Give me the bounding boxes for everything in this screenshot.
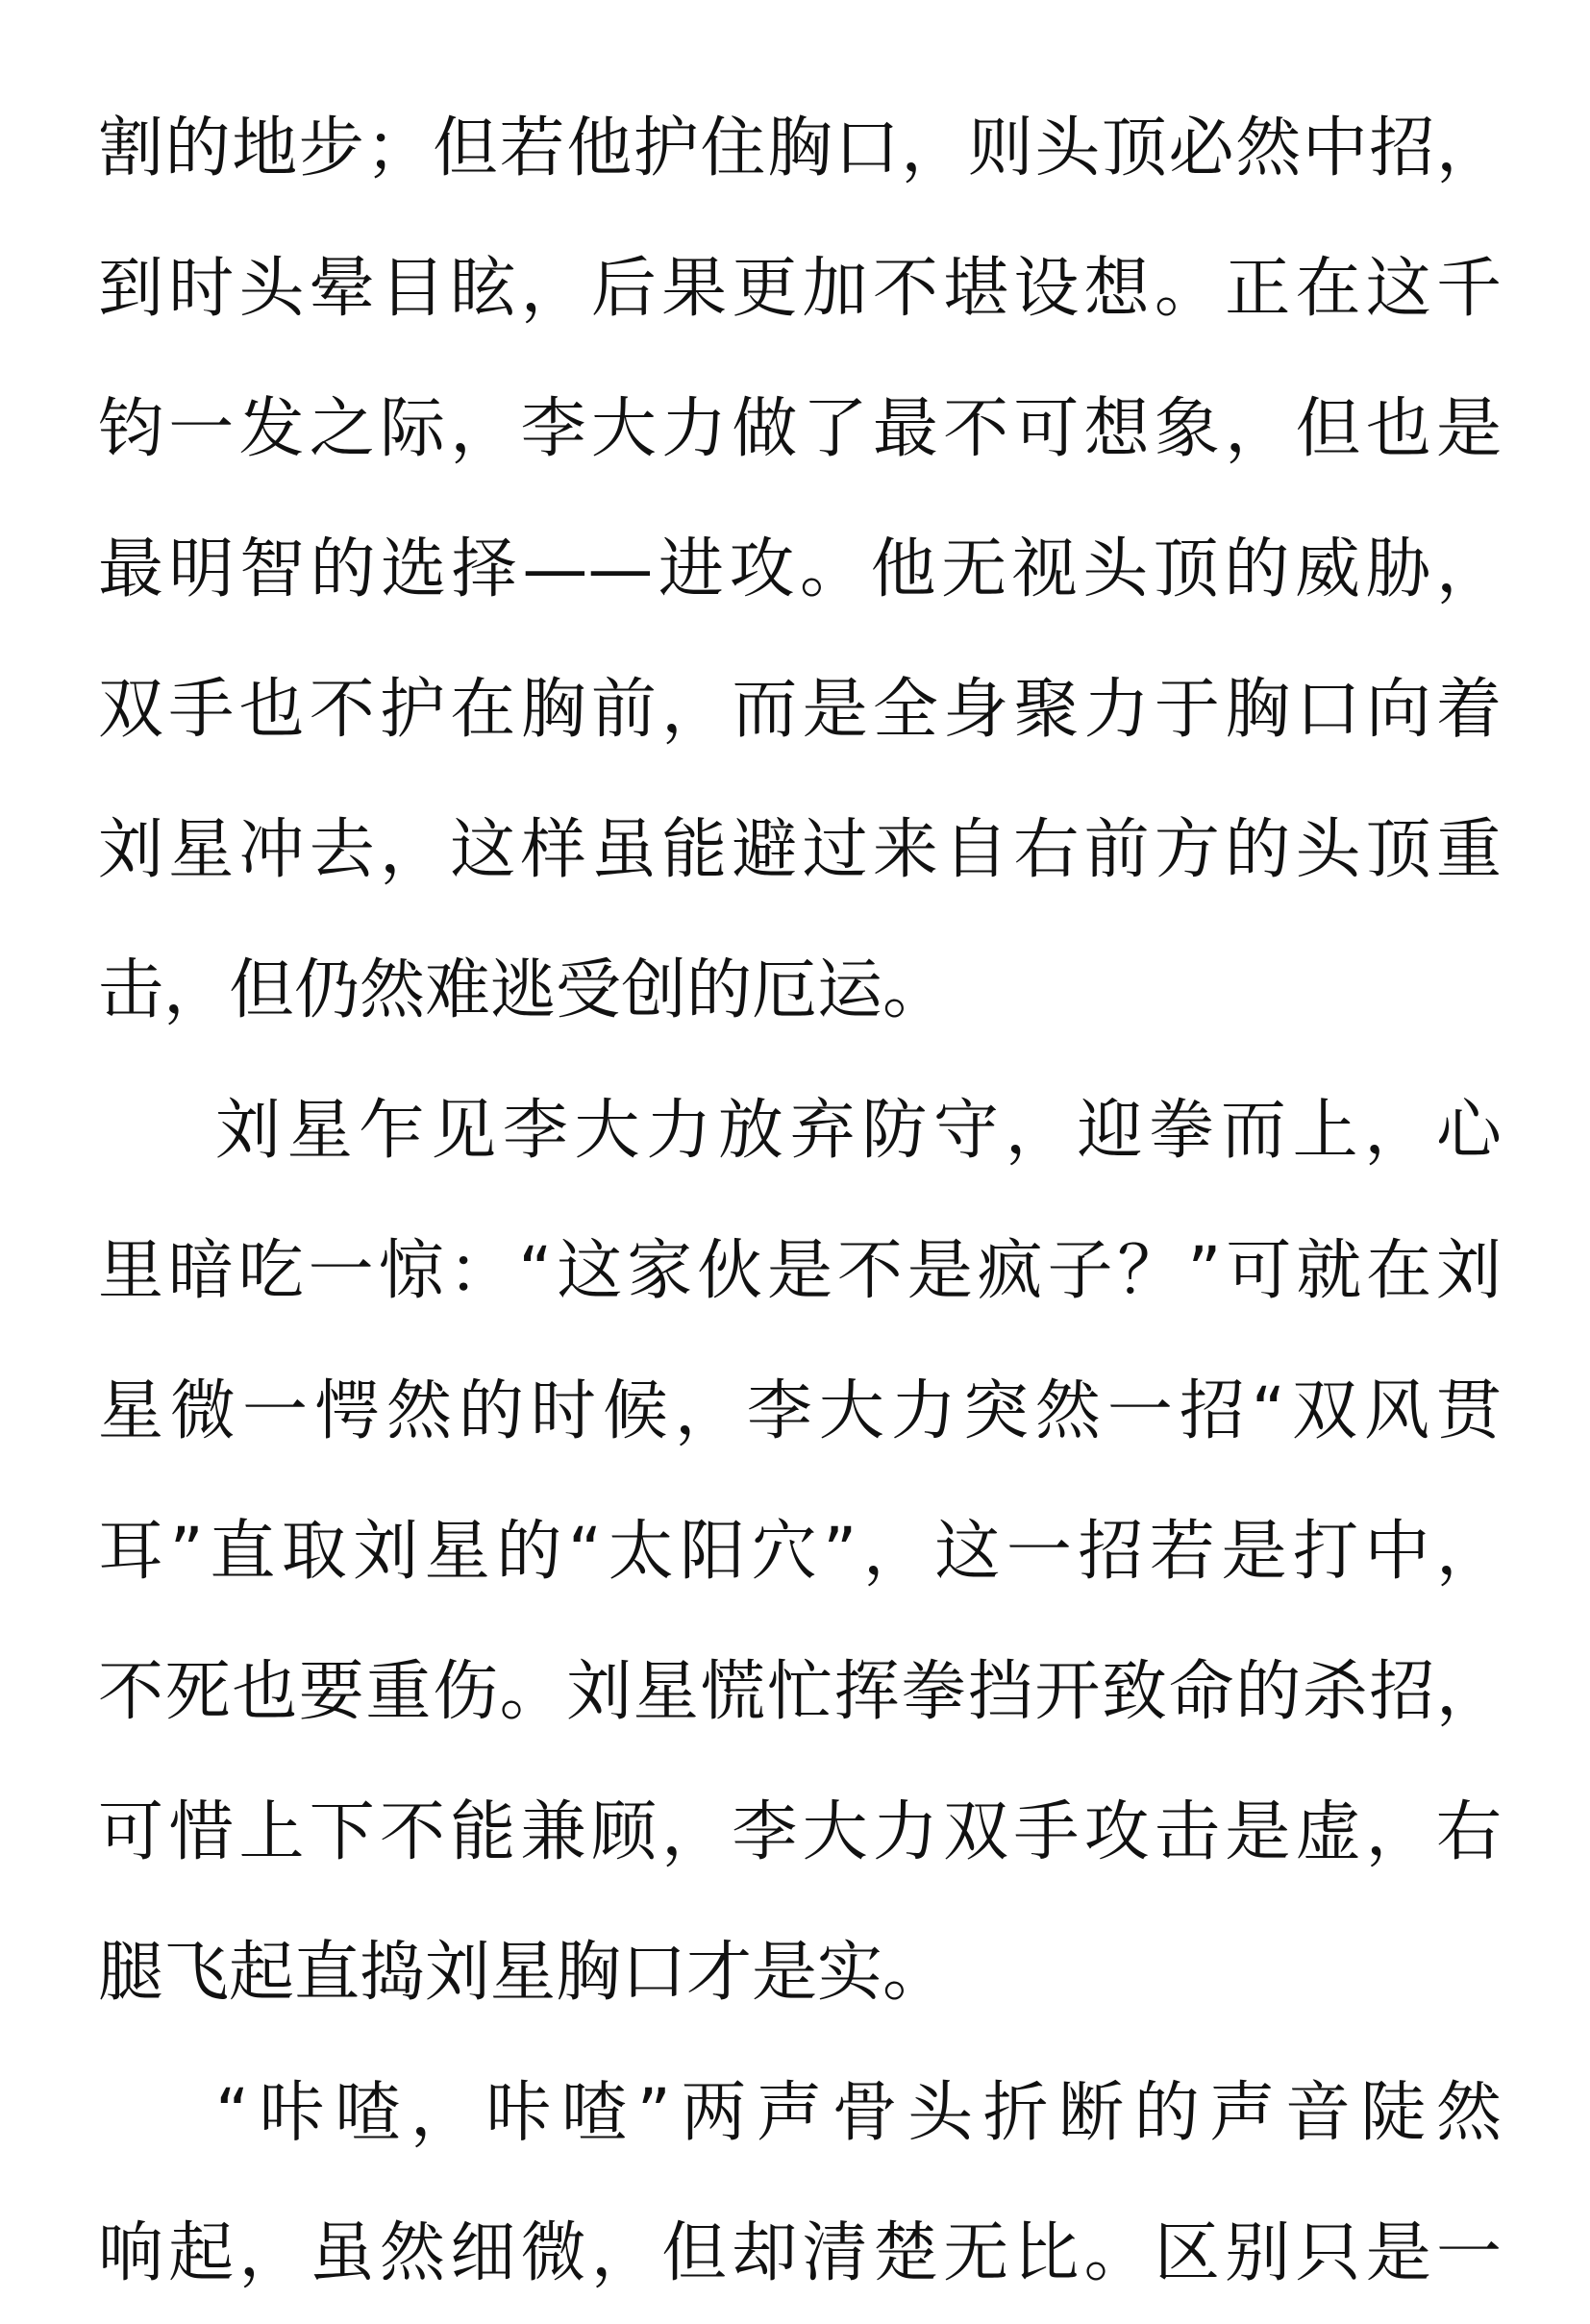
- text-line-3: 钧一发之际，李大力做了最不可想象，但也是: [98, 391, 1502, 467]
- text-line-5: 双手也不护在胸前，而是全身聚力于胸口向着: [98, 672, 1502, 748]
- text-line-7: 击，但仍然难逃受创的厄运。: [98, 952, 949, 1028]
- text-line-8: 刘星乍见李大力放弃防守，迎拳而上，心: [215, 1093, 1502, 1169]
- text-line-11: 耳”直取刘星的“太阳穴”，这一招若是打中，: [98, 1514, 1502, 1590]
- text-line-1: 割的地步；但若他护住胸口，则头顶必然中招，: [98, 111, 1502, 186]
- body-text: [98, 79, 1502, 2324]
- text-line-10: 星微一愕然的时候，李大力突然一招“双风贯: [98, 1373, 1502, 1449]
- text-line-15: “咔喳，咔喳”两声骨头折断的声音陡然: [215, 2075, 1502, 2151]
- text-line-14: 腿飞起直捣刘星胸口才是实。: [98, 1935, 949, 2011]
- text-line-6: 刘星冲去，这样虽能避过来自右前方的头顶重: [98, 812, 1502, 888]
- text-line-9: 里暗吃一惊：“这家伙是不是疯子？”可就在刘: [98, 1233, 1502, 1309]
- text-line-13: 可惜上下不能兼顾，李大力双手攻击是虚，右: [98, 1794, 1502, 1870]
- text-line-12: 不死也要重伤。刘星慌忙挥拳挡开致命的杀招，: [98, 1654, 1502, 1730]
- text-line-16: 响起，虽然细微，但却清楚无比。区别只是一: [98, 2215, 1502, 2291]
- text-line-2: 到时头晕目眩，后果更加不堪设想。正在这千: [98, 251, 1502, 327]
- text-line-4: 最明智的选择——进攻。他无视头顶的威胁，: [98, 532, 1502, 607]
